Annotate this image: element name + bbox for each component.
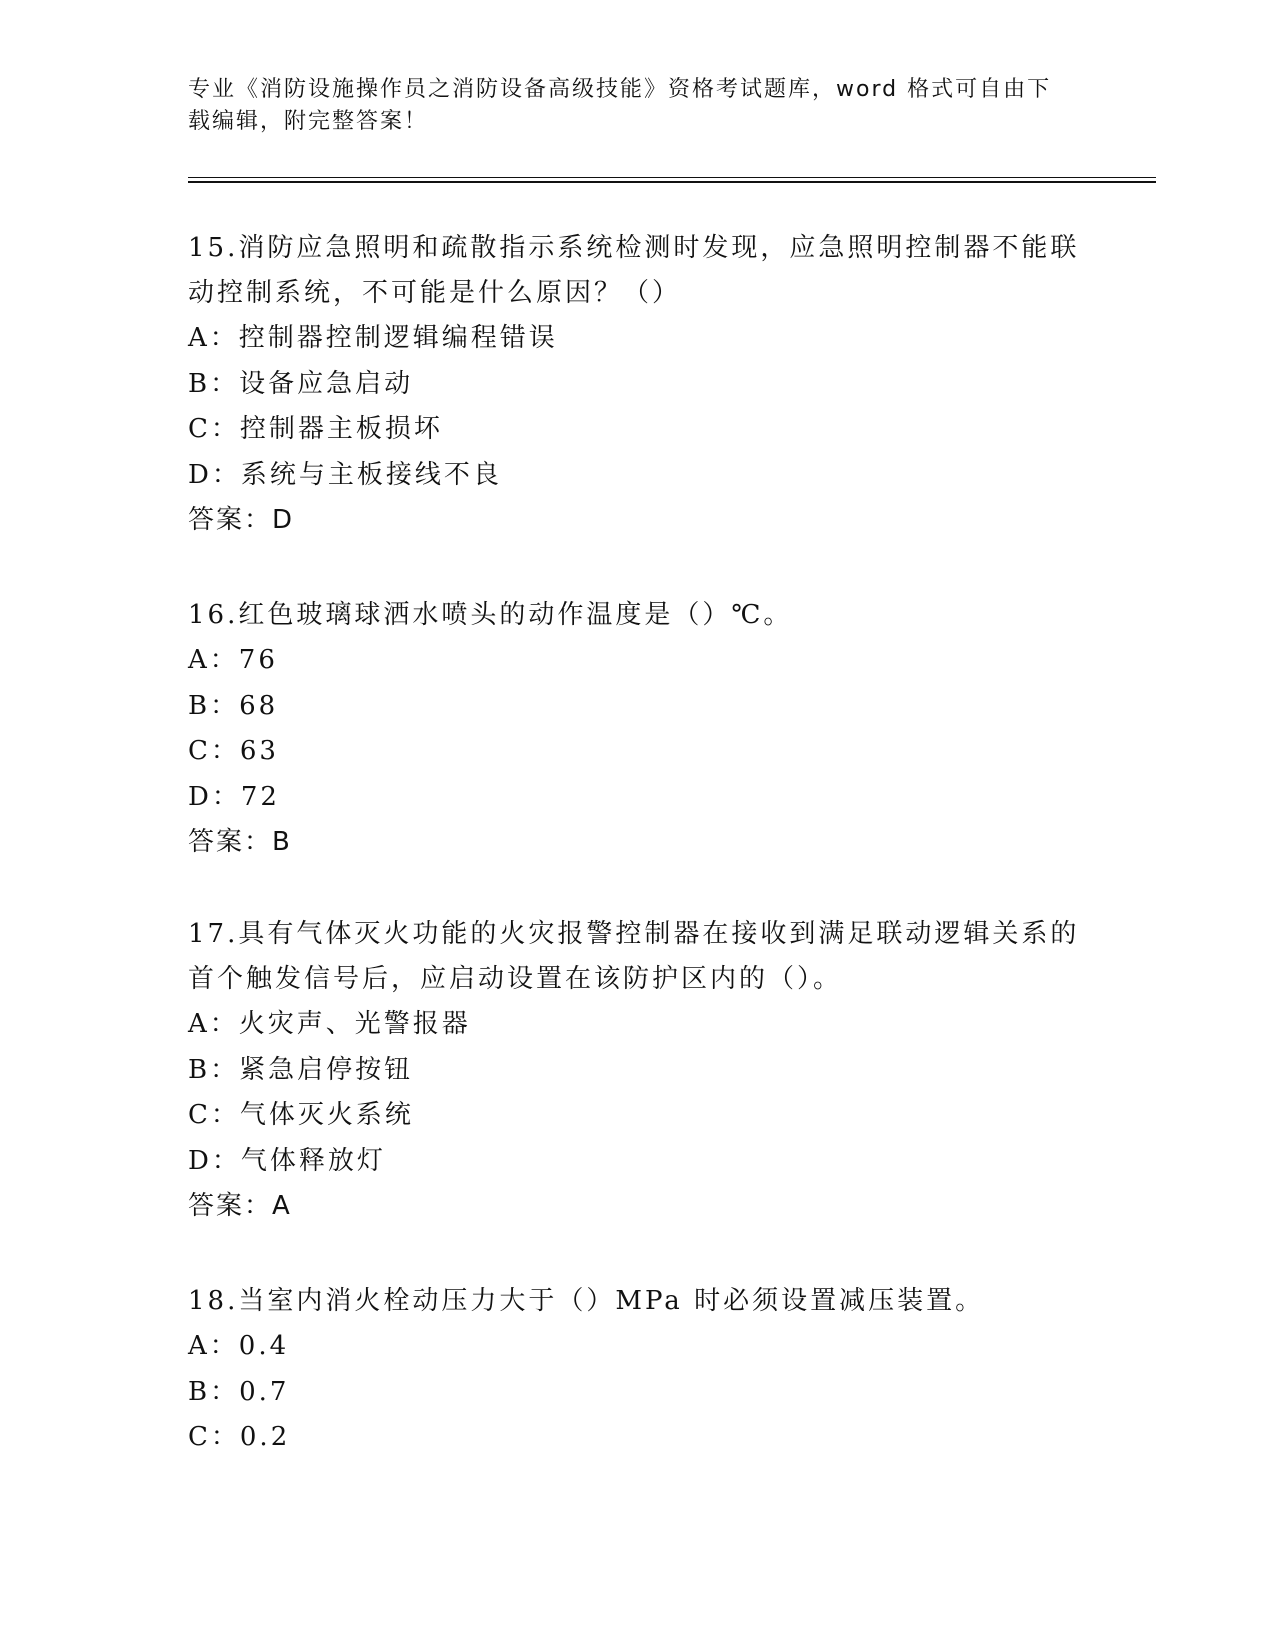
option-a: A：76 [188,645,278,675]
question-stem-continued: 首个触发信号后，应启动设置在该防护区内的（）。 [188,964,843,994]
question-18 [188,1279,1088,1461]
option-d: D：72 [188,781,280,812]
option-d: D：系统与主板接线不良 [188,459,502,490]
option-a: A：控制器控制逻辑编程错误 [188,323,558,353]
option-c: C：气体灭火系统 [188,1100,414,1130]
header-divider-thin [188,177,1156,178]
question-stem: 17.具有气体灭火功能的火灾报警控制器在接收到满足联动逻辑关系的 [188,919,1080,949]
question-stem-continued: 动控制系统，不可能是什么原因？（） [188,278,682,308]
answer-line: 答案：A [188,1191,292,1221]
answer-line: 答案：B [188,827,292,857]
option-a: A：0.4 [188,1331,290,1361]
option-d: D：气体释放灯 [188,1145,386,1176]
document-header [188,74,1088,138]
question-16 [188,593,1088,866]
header-line-1: 专业《消防设施操作员之消防设备高级技能》资格考试题库，word 格式可自由下 [188,77,1052,102]
option-b: B：68 [188,690,279,721]
question-stem: 15.消防应急照明和疏散指示系统检测时发现，应急照明控制器不能联 [188,233,1080,263]
question-17 [188,912,1088,1230]
header-divider-thick [188,181,1156,183]
option-a: A：火灾声、光警报器 [188,1009,471,1039]
header-line-2: 载编辑，附完整答案！ [188,109,429,134]
option-c: C：63 [188,736,279,766]
option-b: B：设备应急启动 [188,368,414,399]
answer-line: 答案：D [188,505,295,535]
question-stem: 16.红色玻璃球洒水喷头的动作温度是（）℃。 [188,600,793,630]
question-stem: 18.当室内消火栓动压力大于（）MPa 时必须设置减压装置。 [188,1286,985,1316]
option-c: C：控制器主板损坏 [188,414,443,444]
question-15 [188,226,1088,544]
option-c: C：0.2 [188,1422,291,1452]
option-b: B：0.7 [188,1376,290,1407]
option-b: B：紧急启停按钮 [188,1054,414,1085]
